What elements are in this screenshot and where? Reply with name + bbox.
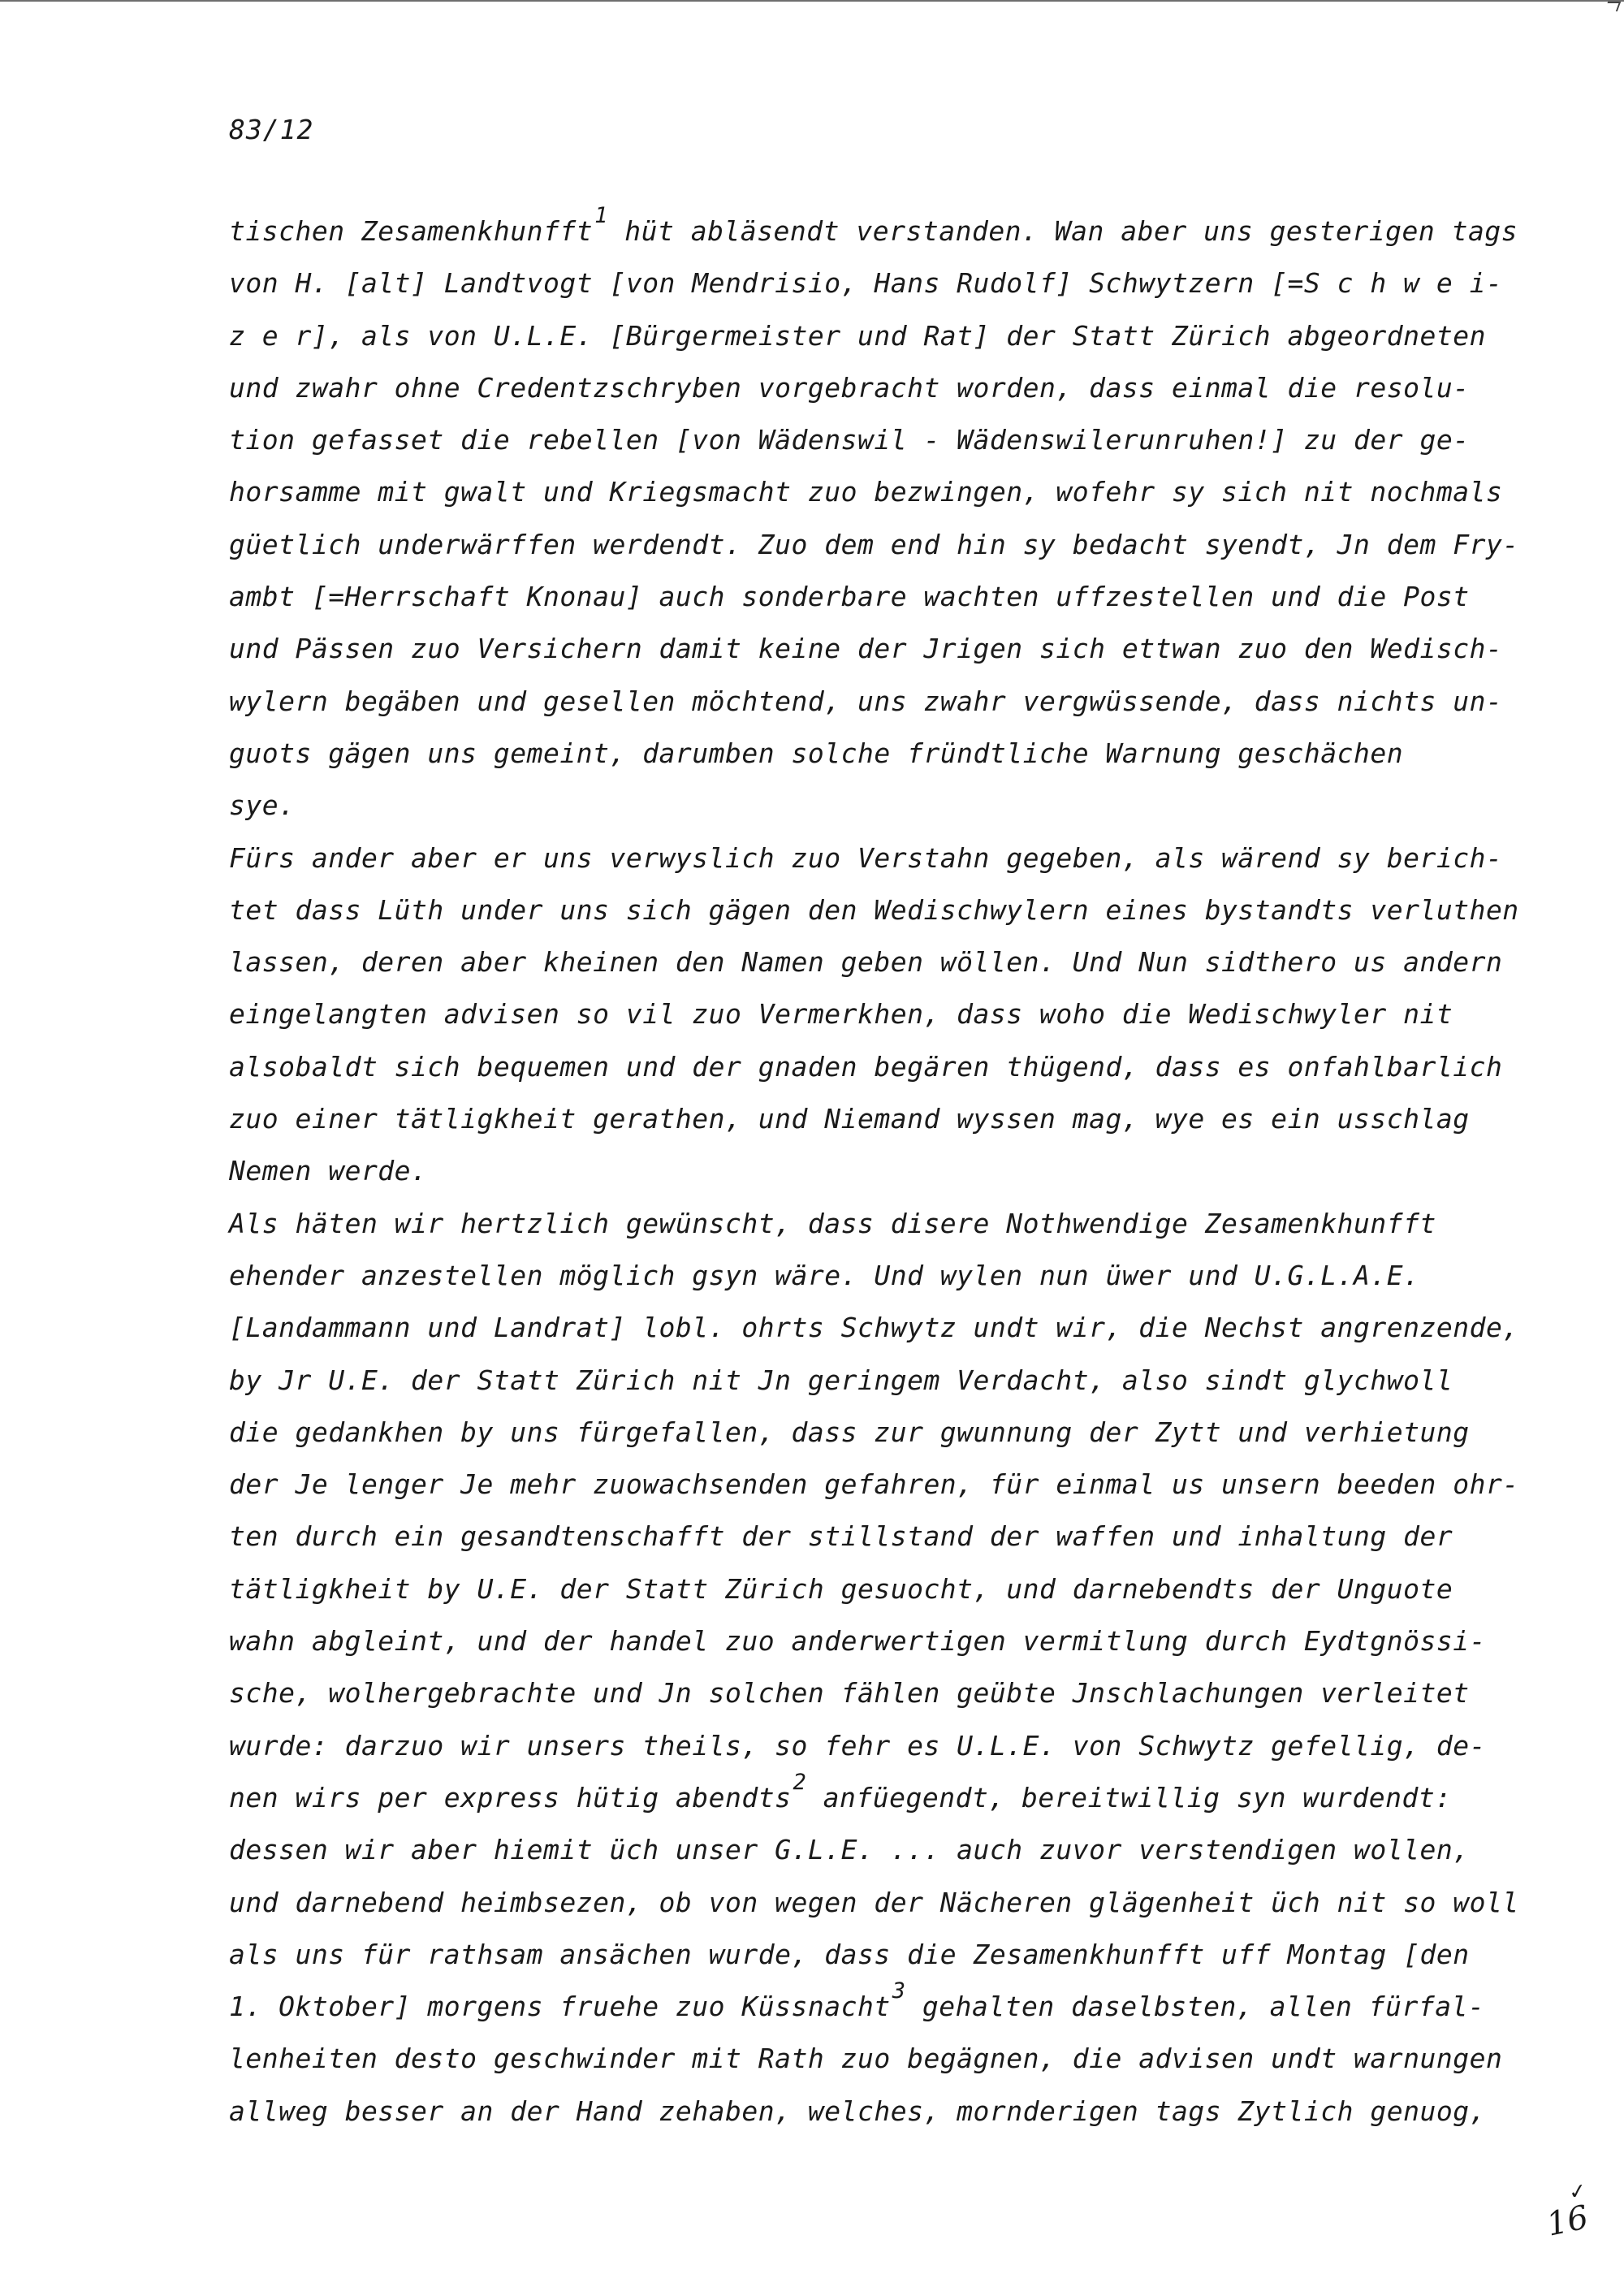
text-line: als uns für rathsam ansächen wurde, dass die Zesamenkhunfft uff Montag [den: [229, 1938, 1470, 1970]
text-line: sche, wolhergebrachte und Jn solchen fählen geübte Jnschlachungen verleitet: [229, 1677, 1470, 1710]
text-line: der Je lenger Je mehr zuowachsenden gefahren, für einmal us unsern beeden ohr-: [229, 1468, 1519, 1501]
footnote-ref: 3: [892, 1978, 906, 2004]
text-line: ten durch ein gesandtenschafft der stillstand der waffen und inhaltung der: [229, 1520, 1453, 1553]
text-line: und Pässen zuo Versichern damit keine der Jrigen sich ettwan zuo den Wedisch-: [229, 633, 1503, 665]
text-line: dessen wir aber hiemit üch unser G.L.E. ... auch zuvor verstendigen wollen,: [229, 1834, 1470, 1866]
text-line: nen wirs per express hütig abendts$^2$ anfüegendt, bereitwillig syn wurdendt:: [229, 1769, 1452, 1814]
text-line: zuo einer tätligkheit gerathen, und Niemand wyssen mag, wye es ein usschlag: [229, 1103, 1470, 1135]
text-line: ambt [=Herrschaft Knonau] auch sonderbare wachten uffzestellen und die Post: [229, 581, 1470, 613]
page-top-edge: [0, 0, 1624, 2]
text-line: Fürs ander aber er uns verwyslich zuo Verstahn gegeben, als wärend sy berich-: [229, 841, 1503, 874]
page-corner-mark: [1605, 2, 1621, 11]
text-line: von H. [alt] Landtvogt [von Mendrisio, Hans Rudolf] Schwytzern [=S c h w e i-: [229, 267, 1503, 300]
text-line: horsamme mit gwalt und Kriegsmacht zuo bezwingen, wofehr sy sich nit nochmals: [229, 476, 1503, 508]
text-line: by Jr U.E. der Statt Zürich nit Jn geringem Verdacht, also sindt glychwoll: [229, 1364, 1453, 1396]
text-line: ehender anzestellen möglich gsyn wäre. Und wylen nun üwer und U.G.L.A.E.: [229, 1259, 1420, 1291]
footnote-ref: 1: [594, 203, 608, 228]
text-line: und zwahr ohne Credentzschryben vorgebracht worden, dass einmal die resolu-: [229, 371, 1470, 404]
text-line: 1. Oktober] morgens fruehe zuo Küssnacht$^3$ gehalten daselbsten, allen fürfal-: [229, 1978, 1485, 2023]
text-line: wurde: darzuo wir unsers theils, so fehr es U.L.E. von Schwytz gefellig, de-: [229, 1729, 1486, 1762]
text-line: tet dass Lüth under uns sich gägen den Wedischwylern eines bystandts verluthen: [229, 893, 1519, 926]
text-line: eingelangten advisen so vil zuo Vermerkhen, dass woho die Wedischwyler nit: [229, 998, 1453, 1031]
text-line: güetlich underwärffen werdendt. Zuo dem end hin sy bedacht syendt, Jn dem Fry-: [229, 528, 1519, 560]
text-line: die gedankhen by uns fürgefallen, dass zur gwunnung der Zytt und verhietung: [229, 1416, 1470, 1448]
text-line: tion gefasset die rebellen [von Wädenswil - Wädenswilerunruhen!] zu der ge-: [229, 424, 1470, 456]
text-line: wylern begäben und gesellen möchtend, uns zwahr vergwüssende, dass nichts un-: [229, 685, 1503, 717]
footnote-ref: 2: [793, 1769, 807, 1795]
text-line: [Landammann und Landrat] lobl. ohrts Schwytz undt wir, die Nechst angrenzende,: [229, 1312, 1519, 1344]
text-line: tätligkheit by U.E. der Statt Zürich gesuocht, und darnebendts der Unguote: [229, 1572, 1453, 1605]
text-line: alsobaldt sich bequemen und der gnaden begären thügend, dass es onfahlbarlich: [229, 1050, 1503, 1083]
text-line: allweg besser an der Hand zehaben, welches, mornderigen tags Zytlich genuog,: [229, 2095, 1486, 2127]
text-line: z e r], als von U.L.E. [Bürgermeister und Rat] der Statt Zürich abgeordneten: [229, 319, 1486, 352]
page-number: 83/12: [229, 114, 314, 145]
text-line: guots gägen uns gemeint, darumben solche fründtliche Warnung geschächen: [229, 737, 1404, 769]
text-line: tischen Zesamenkhunfft$^1$ hüt abläsendt verstanden. Wan aber uns gesterigen tags: [229, 203, 1518, 247]
text-line: lenheiten desto geschwinder mit Rath zuo begägnen, die advisen undt warnungen: [229, 2043, 1503, 2075]
text-line: Als häten wir hertzlich gewünscht, dass disere Nothwendige Zesamenkhunfft: [229, 1207, 1436, 1239]
handwritten-folio-number: 16: [1543, 2198, 1592, 2244]
text-line: und darnebend heimbsezen, ob von wegen der Nächeren glägenheit üch nit so woll: [229, 1886, 1519, 1918]
text-line: wahn abgleint, und der handel zuo anderwertigen vermitlung durch Eydtgnössi-: [229, 1625, 1486, 1658]
text-line: sye.: [229, 789, 296, 822]
text-line: Nemen werde.: [229, 1155, 428, 1187]
text-line: lassen, deren aber kheinen den Namen geben wöllen. Und Nun sidthero us andern: [229, 946, 1503, 979]
document-body: [229, 205, 1528, 2138]
handwritten-check-mark: ✓: [1567, 2178, 1588, 2206]
